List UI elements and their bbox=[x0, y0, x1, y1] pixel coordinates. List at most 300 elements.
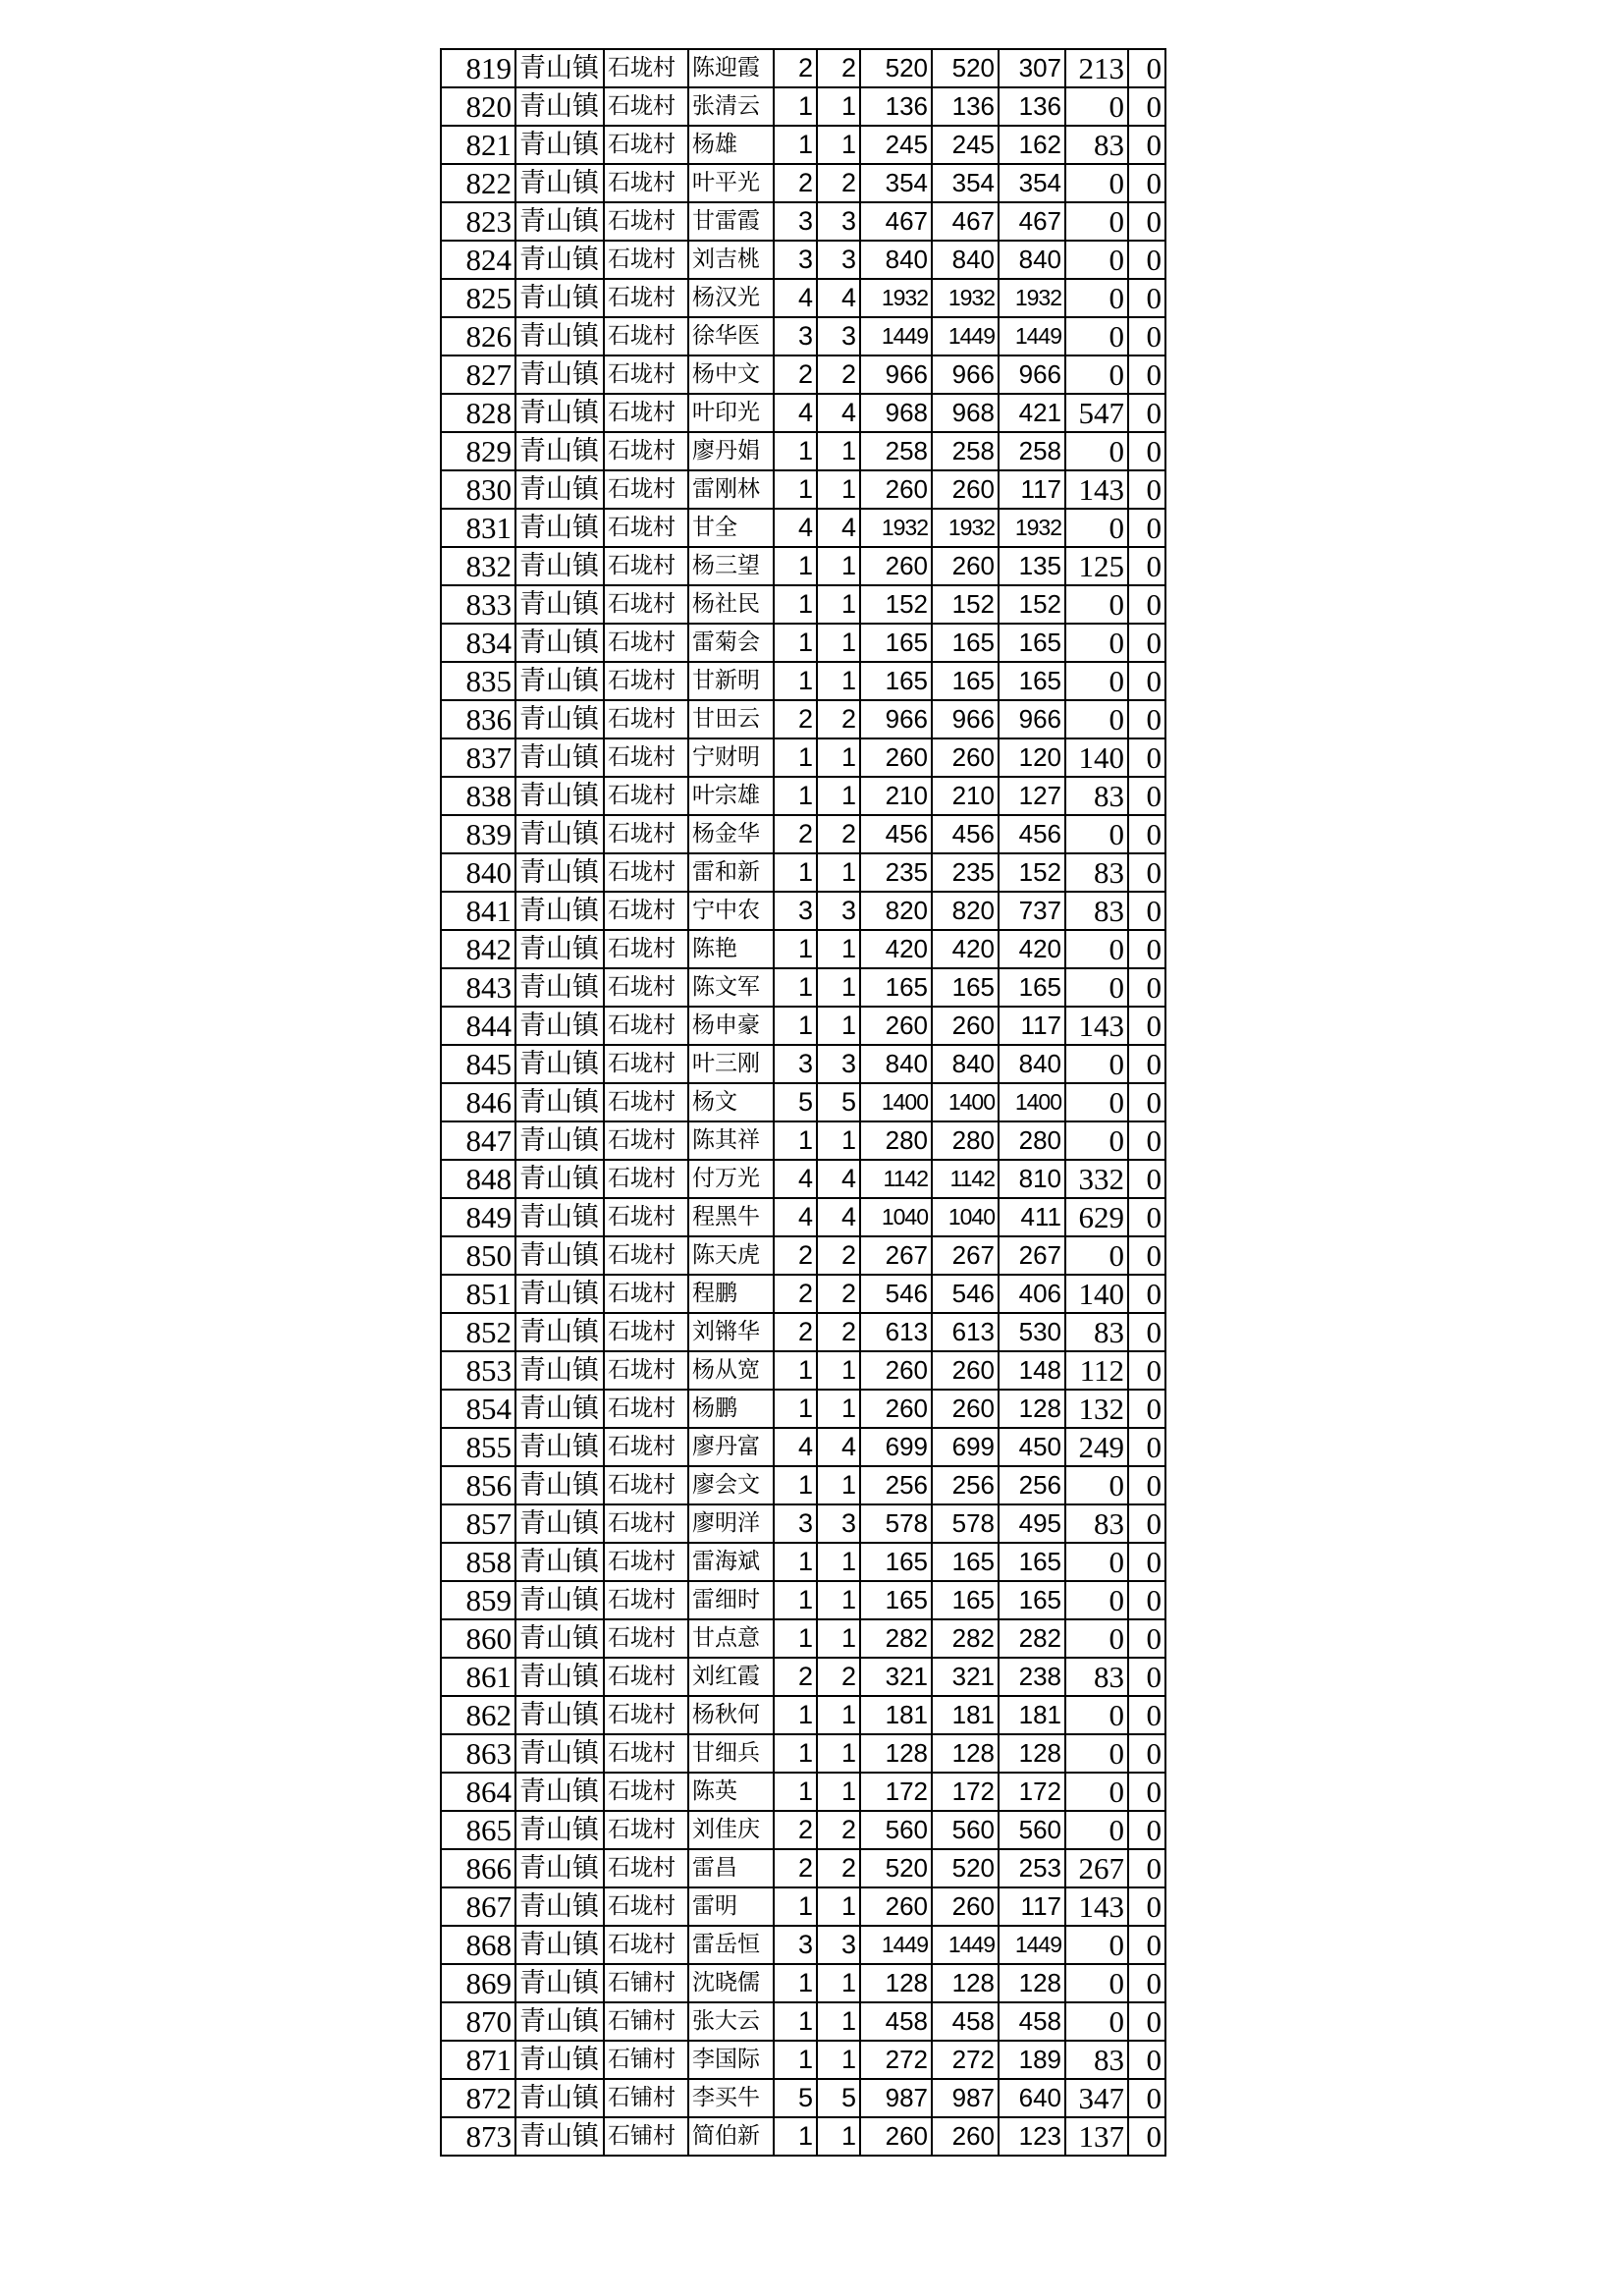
cell-person-name: 陈文军 bbox=[688, 968, 774, 1007]
cell-amount-b: 968 bbox=[932, 394, 999, 432]
cell-household-count: 3 bbox=[774, 202, 817, 241]
cell-household-count: 1 bbox=[774, 1734, 817, 1773]
cell-member-count: 1 bbox=[817, 1543, 860, 1581]
cell-amount-e: 0 bbox=[1128, 432, 1165, 470]
cell-amount-d: 0 bbox=[1065, 968, 1128, 1007]
cell-amount-c: 406 bbox=[999, 1275, 1065, 1313]
cell-member-count: 1 bbox=[817, 1351, 860, 1390]
cell-amount-b: 560 bbox=[932, 1811, 999, 1849]
cell-household-count: 5 bbox=[774, 2079, 817, 2117]
cell-amount-a: 260 bbox=[860, 1351, 932, 1390]
cell-amount-a: 1449 bbox=[860, 1926, 932, 1964]
table-row bbox=[441, 1658, 1165, 1696]
cell-amount-b: 165 bbox=[932, 1581, 999, 1619]
cell-amount-a: 840 bbox=[860, 1045, 932, 1083]
cell-amount-b: 128 bbox=[932, 1734, 999, 1773]
cell-village: 石垅村 bbox=[604, 1007, 688, 1045]
cell-member-count: 4 bbox=[817, 394, 860, 432]
cell-member-count: 2 bbox=[817, 1236, 860, 1275]
table-row bbox=[441, 509, 1165, 547]
cell-town: 青山镇 bbox=[515, 355, 604, 394]
cell-amount-b: 966 bbox=[932, 355, 999, 394]
cell-household-count: 1 bbox=[774, 1619, 817, 1658]
cell-village: 石垅村 bbox=[604, 930, 688, 968]
cell-household-count: 1 bbox=[774, 853, 817, 892]
cell-amount-a: 420 bbox=[860, 930, 932, 968]
cell-amount-c: 495 bbox=[999, 1504, 1065, 1543]
cell-amount-a: 456 bbox=[860, 815, 932, 853]
cell-amount-e: 0 bbox=[1128, 1428, 1165, 1466]
cell-member-count: 1 bbox=[817, 2041, 860, 2079]
cell-village: 石垅村 bbox=[604, 1773, 688, 1811]
table-row bbox=[441, 1849, 1165, 1887]
cell-household-count: 4 bbox=[774, 394, 817, 432]
table-row bbox=[441, 1198, 1165, 1236]
cell-village: 石垅村 bbox=[604, 241, 688, 279]
cell-serial-number: 842 bbox=[441, 930, 515, 968]
cell-amount-d: 0 bbox=[1065, 1236, 1128, 1275]
cell-town: 青山镇 bbox=[515, 547, 604, 585]
cell-amount-b: 520 bbox=[932, 49, 999, 87]
cell-village: 石垅村 bbox=[604, 126, 688, 164]
cell-amount-c: 117 bbox=[999, 470, 1065, 509]
cell-household-count: 1 bbox=[774, 585, 817, 624]
table-row bbox=[441, 317, 1165, 355]
cell-amount-d: 249 bbox=[1065, 1428, 1128, 1466]
cell-member-count: 1 bbox=[817, 470, 860, 509]
cell-amount-b: 546 bbox=[932, 1275, 999, 1313]
table-row bbox=[441, 1045, 1165, 1083]
cell-amount-e: 0 bbox=[1128, 2079, 1165, 2117]
cell-amount-e: 0 bbox=[1128, 1351, 1165, 1390]
cell-town: 青山镇 bbox=[515, 1964, 604, 2002]
cell-amount-a: 467 bbox=[860, 202, 932, 241]
cell-amount-b: 458 bbox=[932, 2002, 999, 2041]
cell-amount-b: 165 bbox=[932, 968, 999, 1007]
cell-serial-number: 833 bbox=[441, 585, 515, 624]
table-row bbox=[441, 2079, 1165, 2117]
cell-member-count: 2 bbox=[817, 164, 860, 202]
cell-amount-c: 840 bbox=[999, 1045, 1065, 1083]
table-row bbox=[441, 1811, 1165, 1849]
cell-person-name: 刘红霞 bbox=[688, 1658, 774, 1696]
cell-town: 青山镇 bbox=[515, 1351, 604, 1390]
cell-amount-d: 0 bbox=[1065, 87, 1128, 126]
table-row bbox=[441, 1964, 1165, 2002]
cell-amount-a: 172 bbox=[860, 1773, 932, 1811]
cell-person-name: 刘吉桃 bbox=[688, 241, 774, 279]
cell-amount-b: 165 bbox=[932, 662, 999, 700]
cell-amount-a: 546 bbox=[860, 1275, 932, 1313]
cell-amount-e: 0 bbox=[1128, 2002, 1165, 2041]
cell-serial-number: 855 bbox=[441, 1428, 515, 1466]
cell-amount-d: 0 bbox=[1065, 1696, 1128, 1734]
cell-town: 青山镇 bbox=[515, 662, 604, 700]
cell-person-name: 甘雷霞 bbox=[688, 202, 774, 241]
cell-amount-c: 1932 bbox=[999, 279, 1065, 317]
cell-household-count: 1 bbox=[774, 1887, 817, 1926]
table-row bbox=[441, 2041, 1165, 2079]
cell-amount-b: 172 bbox=[932, 1773, 999, 1811]
cell-amount-c: 421 bbox=[999, 394, 1065, 432]
table-row bbox=[441, 547, 1165, 585]
cell-amount-a: 966 bbox=[860, 700, 932, 738]
table-row bbox=[441, 1734, 1165, 1773]
cell-amount-b: 260 bbox=[932, 2117, 999, 2156]
cell-member-count: 1 bbox=[817, 1734, 860, 1773]
cell-amount-e: 0 bbox=[1128, 777, 1165, 815]
cell-member-count: 3 bbox=[817, 892, 860, 930]
cell-amount-b: 260 bbox=[932, 1351, 999, 1390]
cell-village: 石垅村 bbox=[604, 1504, 688, 1543]
cell-household-count: 2 bbox=[774, 815, 817, 853]
cell-village: 石垅村 bbox=[604, 49, 688, 87]
cell-town: 青山镇 bbox=[515, 585, 604, 624]
cell-household-count: 1 bbox=[774, 624, 817, 662]
cell-amount-e: 0 bbox=[1128, 241, 1165, 279]
cell-person-name: 叶三刚 bbox=[688, 1045, 774, 1083]
cell-amount-b: 260 bbox=[932, 547, 999, 585]
cell-member-count: 1 bbox=[817, 853, 860, 892]
cell-amount-c: 560 bbox=[999, 1811, 1065, 1849]
cell-person-name: 陈英 bbox=[688, 1773, 774, 1811]
cell-person-name: 刘佳庆 bbox=[688, 1811, 774, 1849]
cell-person-name: 甘点意 bbox=[688, 1619, 774, 1658]
cell-amount-e: 0 bbox=[1128, 1887, 1165, 1926]
cell-serial-number: 847 bbox=[441, 1121, 515, 1160]
cell-village: 石铺村 bbox=[604, 2117, 688, 2156]
cell-town: 青山镇 bbox=[515, 1160, 604, 1198]
table-row bbox=[441, 49, 1165, 87]
cell-amount-e: 0 bbox=[1128, 1313, 1165, 1351]
cell-town: 青山镇 bbox=[515, 892, 604, 930]
cell-amount-c: 267 bbox=[999, 1236, 1065, 1275]
cell-town: 青山镇 bbox=[515, 1811, 604, 1849]
cell-amount-d: 132 bbox=[1065, 1390, 1128, 1428]
cell-amount-c: 120 bbox=[999, 738, 1065, 777]
cell-town: 青山镇 bbox=[515, 202, 604, 241]
table-row bbox=[441, 968, 1165, 1007]
cell-amount-c: 148 bbox=[999, 1351, 1065, 1390]
cell-amount-d: 83 bbox=[1065, 2041, 1128, 2079]
cell-town: 青山镇 bbox=[515, 2002, 604, 2041]
cell-household-count: 4 bbox=[774, 1198, 817, 1236]
table-row bbox=[441, 585, 1165, 624]
cell-person-name: 杨中文 bbox=[688, 355, 774, 394]
cell-amount-a: 260 bbox=[860, 547, 932, 585]
cell-serial-number: 831 bbox=[441, 509, 515, 547]
cell-amount-d: 332 bbox=[1065, 1160, 1128, 1198]
cell-amount-a: 165 bbox=[860, 968, 932, 1007]
cell-town: 青山镇 bbox=[515, 738, 604, 777]
cell-serial-number: 849 bbox=[441, 1198, 515, 1236]
cell-amount-c: 307 bbox=[999, 49, 1065, 87]
cell-amount-b: 165 bbox=[932, 624, 999, 662]
table-row bbox=[441, 355, 1165, 394]
cell-amount-d: 143 bbox=[1065, 1887, 1128, 1926]
cell-amount-d: 140 bbox=[1065, 1275, 1128, 1313]
cell-household-count: 2 bbox=[774, 1811, 817, 1849]
cell-person-name: 刘锵华 bbox=[688, 1313, 774, 1351]
cell-serial-number: 862 bbox=[441, 1696, 515, 1734]
cell-serial-number: 824 bbox=[441, 241, 515, 279]
cell-amount-a: 256 bbox=[860, 1466, 932, 1504]
cell-town: 青山镇 bbox=[515, 930, 604, 968]
cell-serial-number: 825 bbox=[441, 279, 515, 317]
cell-amount-d: 83 bbox=[1065, 892, 1128, 930]
cell-amount-a: 280 bbox=[860, 1121, 932, 1160]
cell-household-count: 2 bbox=[774, 355, 817, 394]
cell-serial-number: 845 bbox=[441, 1045, 515, 1083]
cell-village: 石垅村 bbox=[604, 1849, 688, 1887]
cell-household-count: 1 bbox=[774, 470, 817, 509]
cell-amount-b: 260 bbox=[932, 1887, 999, 1926]
cell-amount-a: 613 bbox=[860, 1313, 932, 1351]
cell-serial-number: 870 bbox=[441, 2002, 515, 2041]
table-row bbox=[441, 1236, 1165, 1275]
table-row bbox=[441, 202, 1165, 241]
cell-amount-a: 699 bbox=[860, 1428, 932, 1466]
cell-amount-b: 1040 bbox=[932, 1198, 999, 1236]
cell-amount-a: 520 bbox=[860, 49, 932, 87]
cell-amount-d: 0 bbox=[1065, 815, 1128, 853]
cell-member-count: 1 bbox=[817, 585, 860, 624]
cell-person-name: 陈艳 bbox=[688, 930, 774, 968]
cell-amount-b: 966 bbox=[932, 700, 999, 738]
cell-household-count: 2 bbox=[774, 49, 817, 87]
table-row bbox=[441, 1543, 1165, 1581]
cell-member-count: 1 bbox=[817, 1619, 860, 1658]
cell-person-name: 宁财明 bbox=[688, 738, 774, 777]
cell-amount-c: 354 bbox=[999, 164, 1065, 202]
cell-household-count: 1 bbox=[774, 738, 817, 777]
cell-member-count: 1 bbox=[817, 2002, 860, 2041]
cell-amount-a: 136 bbox=[860, 87, 932, 126]
cell-amount-a: 128 bbox=[860, 1964, 932, 2002]
cell-amount-b: 613 bbox=[932, 1313, 999, 1351]
cell-serial-number: 859 bbox=[441, 1581, 515, 1619]
cell-household-count: 1 bbox=[774, 1007, 817, 1045]
cell-town: 青山镇 bbox=[515, 1428, 604, 1466]
cell-amount-d: 0 bbox=[1065, 1083, 1128, 1121]
cell-person-name: 杨汉光 bbox=[688, 279, 774, 317]
cell-amount-c: 152 bbox=[999, 853, 1065, 892]
cell-village: 石垅村 bbox=[604, 1466, 688, 1504]
cell-amount-d: 0 bbox=[1065, 700, 1128, 738]
cell-amount-e: 0 bbox=[1128, 624, 1165, 662]
cell-amount-b: 136 bbox=[932, 87, 999, 126]
cell-member-count: 4 bbox=[817, 279, 860, 317]
table-row bbox=[441, 853, 1165, 892]
cell-amount-b: 1400 bbox=[932, 1083, 999, 1121]
cell-amount-d: 0 bbox=[1065, 1734, 1128, 1773]
cell-amount-e: 0 bbox=[1128, 87, 1165, 126]
cell-amount-a: 260 bbox=[860, 738, 932, 777]
cell-amount-e: 0 bbox=[1128, 279, 1165, 317]
cell-serial-number: 867 bbox=[441, 1887, 515, 1926]
cell-amount-c: 165 bbox=[999, 1581, 1065, 1619]
cell-amount-c: 966 bbox=[999, 700, 1065, 738]
cell-amount-a: 1932 bbox=[860, 509, 932, 547]
cell-person-name: 甘田云 bbox=[688, 700, 774, 738]
cell-amount-d: 0 bbox=[1065, 1581, 1128, 1619]
cell-village: 石垅村 bbox=[604, 547, 688, 585]
cell-village: 石垅村 bbox=[604, 738, 688, 777]
cell-amount-a: 165 bbox=[860, 1581, 932, 1619]
cell-village: 石垅村 bbox=[604, 1083, 688, 1121]
table-row bbox=[441, 1926, 1165, 1964]
cell-member-count: 1 bbox=[817, 1696, 860, 1734]
cell-village: 石垅村 bbox=[604, 700, 688, 738]
cell-amount-e: 0 bbox=[1128, 2117, 1165, 2156]
cell-serial-number: 834 bbox=[441, 624, 515, 662]
cell-member-count: 1 bbox=[817, 2117, 860, 2156]
cell-serial-number: 841 bbox=[441, 892, 515, 930]
cell-amount-c: 127 bbox=[999, 777, 1065, 815]
cell-amount-e: 0 bbox=[1128, 1581, 1165, 1619]
cell-household-count: 1 bbox=[774, 662, 817, 700]
table-row bbox=[441, 892, 1165, 930]
table-row bbox=[441, 470, 1165, 509]
cell-amount-e: 0 bbox=[1128, 1926, 1165, 1964]
cell-amount-d: 0 bbox=[1065, 1964, 1128, 2002]
cell-amount-b: 456 bbox=[932, 815, 999, 853]
cell-member-count: 4 bbox=[817, 1160, 860, 1198]
cell-person-name: 雷刚林 bbox=[688, 470, 774, 509]
cell-household-count: 1 bbox=[774, 777, 817, 815]
cell-town: 青山镇 bbox=[515, 1236, 604, 1275]
table-row bbox=[441, 164, 1165, 202]
cell-amount-b: 235 bbox=[932, 853, 999, 892]
cell-amount-c: 282 bbox=[999, 1619, 1065, 1658]
cell-amount-d: 0 bbox=[1065, 1926, 1128, 1964]
cell-town: 青山镇 bbox=[515, 1926, 604, 1964]
cell-amount-e: 0 bbox=[1128, 700, 1165, 738]
cell-amount-e: 0 bbox=[1128, 1504, 1165, 1543]
cell-member-count: 2 bbox=[817, 1658, 860, 1696]
cell-town: 青山镇 bbox=[515, 2041, 604, 2079]
cell-amount-d: 83 bbox=[1065, 126, 1128, 164]
cell-amount-d: 0 bbox=[1065, 662, 1128, 700]
cell-town: 青山镇 bbox=[515, 968, 604, 1007]
cell-amount-a: 272 bbox=[860, 2041, 932, 2079]
cell-town: 青山镇 bbox=[515, 509, 604, 547]
cell-serial-number: 864 bbox=[441, 1773, 515, 1811]
cell-amount-a: 165 bbox=[860, 1543, 932, 1581]
cell-town: 青山镇 bbox=[515, 394, 604, 432]
cell-amount-d: 0 bbox=[1065, 164, 1128, 202]
cell-amount-a: 260 bbox=[860, 2117, 932, 2156]
cell-member-count: 2 bbox=[817, 49, 860, 87]
cell-amount-c: 966 bbox=[999, 355, 1065, 394]
cell-town: 青山镇 bbox=[515, 1619, 604, 1658]
cell-village: 石垅村 bbox=[604, 1121, 688, 1160]
cell-village: 石垅村 bbox=[604, 279, 688, 317]
cell-serial-number: 832 bbox=[441, 547, 515, 585]
cell-serial-number: 873 bbox=[441, 2117, 515, 2156]
cell-town: 青山镇 bbox=[515, 1390, 604, 1428]
cell-village: 石垅村 bbox=[604, 968, 688, 1007]
cell-village: 石垅村 bbox=[604, 509, 688, 547]
cell-amount-e: 0 bbox=[1128, 662, 1165, 700]
table-row bbox=[441, 1428, 1165, 1466]
cell-amount-c: 467 bbox=[999, 202, 1065, 241]
cell-household-count: 1 bbox=[774, 87, 817, 126]
cell-serial-number: 863 bbox=[441, 1734, 515, 1773]
cell-member-count: 1 bbox=[817, 1121, 860, 1160]
cell-amount-e: 0 bbox=[1128, 1466, 1165, 1504]
cell-member-count: 1 bbox=[817, 968, 860, 1007]
cell-town: 青山镇 bbox=[515, 1658, 604, 1696]
cell-member-count: 1 bbox=[817, 126, 860, 164]
cell-member-count: 2 bbox=[817, 815, 860, 853]
cell-amount-b: 520 bbox=[932, 1849, 999, 1887]
cell-amount-b: 282 bbox=[932, 1619, 999, 1658]
cell-person-name: 叶宗雄 bbox=[688, 777, 774, 815]
cell-amount-e: 0 bbox=[1128, 509, 1165, 547]
cell-amount-b: 699 bbox=[932, 1428, 999, 1466]
cell-member-count: 2 bbox=[817, 1275, 860, 1313]
cell-town: 青山镇 bbox=[515, 1734, 604, 1773]
cell-amount-d: 83 bbox=[1065, 1504, 1128, 1543]
cell-serial-number: 872 bbox=[441, 2079, 515, 2117]
cell-amount-a: 260 bbox=[860, 470, 932, 509]
cell-person-name: 简伯新 bbox=[688, 2117, 774, 2156]
table-row bbox=[441, 930, 1165, 968]
cell-member-count: 3 bbox=[817, 1045, 860, 1083]
cell-person-name: 杨金华 bbox=[688, 815, 774, 853]
cell-amount-a: 245 bbox=[860, 126, 932, 164]
cell-amount-c: 256 bbox=[999, 1466, 1065, 1504]
cell-household-count: 2 bbox=[774, 1849, 817, 1887]
table-row bbox=[441, 777, 1165, 815]
cell-amount-b: 1932 bbox=[932, 279, 999, 317]
cell-town: 青山镇 bbox=[515, 164, 604, 202]
cell-amount-c: 737 bbox=[999, 892, 1065, 930]
cell-amount-c: 840 bbox=[999, 241, 1065, 279]
cell-town: 青山镇 bbox=[515, 1849, 604, 1887]
cell-town: 青山镇 bbox=[515, 1121, 604, 1160]
cell-household-count: 2 bbox=[774, 1658, 817, 1696]
cell-amount-e: 0 bbox=[1128, 1390, 1165, 1428]
table-row bbox=[441, 1083, 1165, 1121]
cell-amount-d: 143 bbox=[1065, 470, 1128, 509]
cell-amount-d: 0 bbox=[1065, 1121, 1128, 1160]
cell-village: 石铺村 bbox=[604, 2079, 688, 2117]
cell-serial-number: 848 bbox=[441, 1160, 515, 1198]
cell-town: 青山镇 bbox=[515, 317, 604, 355]
cell-amount-b: 165 bbox=[932, 1543, 999, 1581]
cell-village: 石垅村 bbox=[604, 1658, 688, 1696]
cell-amount-a: 165 bbox=[860, 624, 932, 662]
cell-amount-d: 137 bbox=[1065, 2117, 1128, 2156]
cell-amount-e: 0 bbox=[1128, 317, 1165, 355]
cell-amount-d: 0 bbox=[1065, 1773, 1128, 1811]
cell-household-count: 2 bbox=[774, 1236, 817, 1275]
cell-amount-d: 213 bbox=[1065, 49, 1128, 87]
cell-member-count: 1 bbox=[817, 1887, 860, 1926]
cell-amount-a: 260 bbox=[860, 1007, 932, 1045]
cell-amount-b: 256 bbox=[932, 1466, 999, 1504]
cell-serial-number: 850 bbox=[441, 1236, 515, 1275]
cell-person-name: 沈晓儒 bbox=[688, 1964, 774, 2002]
cell-town: 青山镇 bbox=[515, 1581, 604, 1619]
table-row bbox=[441, 1007, 1165, 1045]
cell-amount-c: 136 bbox=[999, 87, 1065, 126]
table-row bbox=[441, 1313, 1165, 1351]
cell-household-count: 1 bbox=[774, 1581, 817, 1619]
cell-amount-e: 0 bbox=[1128, 1734, 1165, 1773]
